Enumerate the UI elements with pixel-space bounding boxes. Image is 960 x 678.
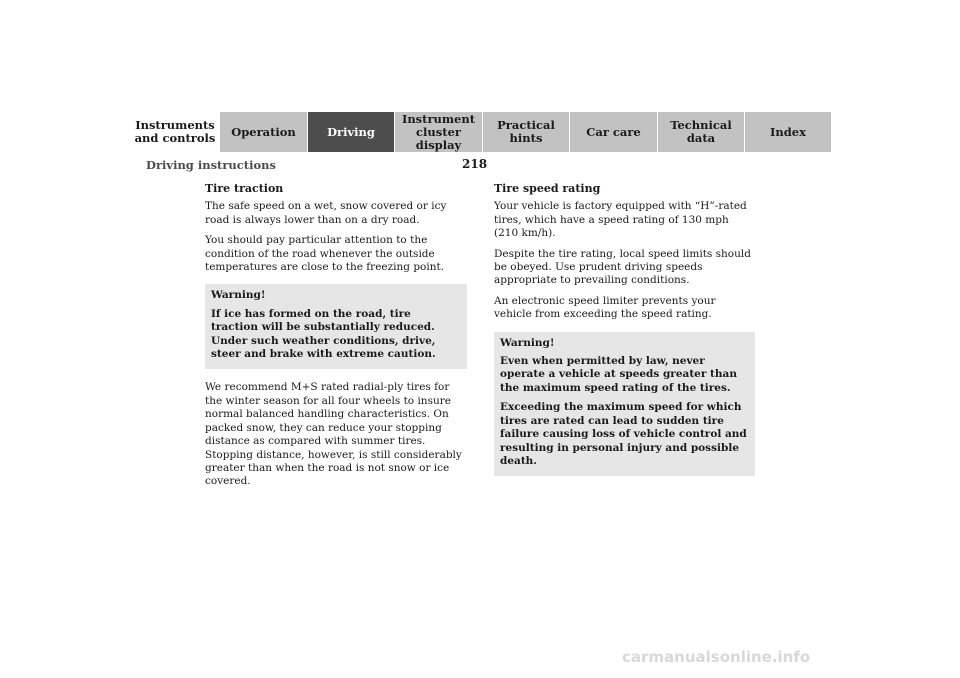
tab-driving[interactable]: Driving: [307, 112, 394, 152]
warning-text: If ice has formed on the road, tire traction will be substantially reduced. Under such weather conditions, drive, steer and brake with extreme caution.: [211, 307, 436, 361]
tire-speed-rating-heading: Tire speed rating: [494, 182, 601, 195]
left-column: [205, 182, 467, 496]
tab-practical-hints[interactable]: Practical hints: [482, 112, 569, 152]
warning-box: [494, 332, 755, 477]
warning-text: Even when permitted by law, never operate a vehicle at speeds greater than the maximum speed rating of the tires.: [500, 355, 737, 394]
page-number: 218: [462, 157, 488, 171]
tab-instrument-cluster-display[interactable]: Instrument cluster display: [394, 112, 482, 152]
paragraph: We recommend M+S rated radial-ply tires for the winter season for all four wheels to insure normal balanced handling characteristics. On packed snow, they can reduce your stopping distance as compared with summer tires. Stopping distance, however, is still considerably greater than when the road is not snow or ice covered.: [205, 381, 462, 488]
tab-instruments-and-controls[interactable]: Instruments and controls: [131, 112, 219, 152]
paragraph: You should pay particular attention to the condition of the road whenever the outside temperatures are close to the freezing point.: [205, 234, 445, 274]
right-column: [494, 182, 755, 488]
paragraph: Despite the tire rating, local speed limits should be obeyed. Use prudent driving speeds appropriate to prevailing conditions.: [494, 247, 751, 287]
warning-title: Warning!: [500, 336, 555, 349]
warning-title: Warning!: [211, 289, 266, 302]
paragraph: The safe speed on a wet, snow covered or icy road is always lower than on a dry road.: [205, 200, 447, 226]
tab-car-care[interactable]: Car care: [569, 112, 657, 152]
section-title: Driving instructions: [146, 158, 276, 172]
warning-text: Exceeding the maximum speed for which tires are rated can lead to sudden tire failure causing loss of vehicle control and resulting in personal injury and possible death.: [500, 401, 747, 467]
tab-technical-data[interactable]: Technical data: [657, 112, 744, 152]
watermark: carmanualsonline.info: [622, 648, 811, 666]
section-tabs: [131, 112, 831, 152]
paragraph: Your vehicle is factory equipped with “H”-rated tires, which have a speed rating of 130 mph (210 km/h).: [494, 200, 747, 240]
tab-operation[interactable]: Operation: [219, 112, 307, 152]
warning-box: [205, 284, 467, 369]
paragraph: An electronic speed limiter prevents your vehicle from exceeding the speed rating.: [494, 294, 716, 321]
tab-index[interactable]: Index: [744, 112, 831, 152]
tire-traction-heading: Tire traction: [205, 182, 284, 195]
